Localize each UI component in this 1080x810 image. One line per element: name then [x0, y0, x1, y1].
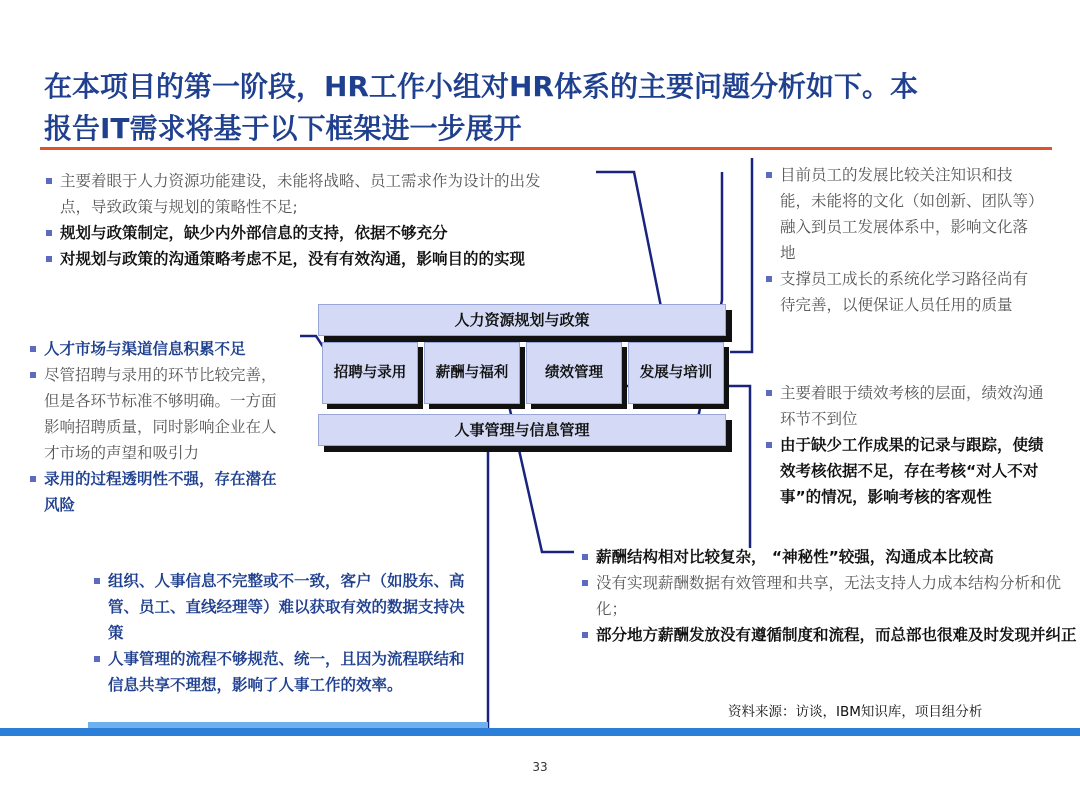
notes-performance: [764, 380, 1050, 510]
connector-planning: [596, 172, 662, 312]
note-recruitment-3: 录用的过程透明性不强，存在潜在风险: [28, 466, 290, 518]
connector-development: [730, 158, 752, 352]
note-compensation-3: 部分地方薪酬发放没有遵循制度和流程，而总部也很难及时发现并纠正: [580, 622, 1078, 648]
note-personnel-1: 组织、人事信息不完整或不一致，客户（如股东、高管、员工、直线经理等）难以获取有效的数据支持决策: [92, 568, 478, 646]
note-compensation-1: 薪酬结构相对比较复杂， “神秘性”较强，沟通成本比较高: [580, 544, 1078, 570]
source-note: 资料来源：访谈，IBM知识库，项目组分析: [728, 704, 983, 720]
note-recruitment-2: 尽管招聘与录用的环节比较完善，但是各环节标准不够明确。一方面影响招聘质量，同时影响企业在人才市场的声望和吸引力: [28, 362, 290, 466]
note-development-2: 支撑员工成长的系统化学习路径尚有待完善，以便保证人员任用的质量: [764, 266, 1040, 318]
note-planning-2: 规划与政策制定，缺少内外部信息的支持，依据不够充分: [44, 220, 570, 246]
notes-recruitment: [28, 336, 290, 518]
note-planning-3: 对规划与政策的沟通策略考虑不足，没有有效沟通，影响目的的实现: [44, 246, 570, 272]
note-performance-2: 由于缺少工作成果的记录与跟踪，使绩效考核依据不足，存在考核“对人不对事”的情况，影响考核的客观性: [764, 432, 1050, 510]
note-personnel-2: 人事管理的流程不够规范、统一，且因为流程联结和信息共享不理想，影响了人事工作的效率。: [92, 646, 478, 698]
page-title: 在本项目的第一阶段，HR工作小组对HR体系的主要问题分析如下。本报告IT需求将基于以下框架进一步展开: [44, 70, 918, 145]
note-performance-1: 主要着眼于绩效考核的层面，绩效沟通环节不到位: [764, 380, 1050, 432]
notes-development: [764, 162, 1040, 318]
framework-box-development: 发展与培训: [628, 342, 724, 404]
notes-compensation: [580, 544, 1078, 648]
note-recruitment-1: 人才市场与渠道信息积累不足: [28, 336, 290, 362]
page-number: 33: [532, 760, 548, 774]
framework-box-performance: 绩效管理: [526, 342, 622, 404]
note-planning-1: 主要着眼于人力资源功能建设，未能将战略、员工需求作为设计的出发点，导致政策与规划的策略性不足;: [44, 168, 570, 220]
notes-planning: [44, 168, 570, 272]
note-development-1: 目前员工的发展比较关注知识和技能，未能将的文化（如创新、团队等）融入到员工发展体系中，影响文化落地: [764, 162, 1040, 266]
footer-bar: [0, 728, 1080, 736]
notes-personnel: [92, 568, 478, 698]
framework-box-recruitment: 招聘与录用: [322, 342, 418, 404]
framework-top-bar: 人力资源规划与政策: [318, 304, 726, 336]
note-compensation-2: 没有实现薪酬数据有效管理和共享，无法支持人力成本结构分析和优化；: [580, 570, 1078, 622]
framework-box-compensation: 薪酬与福利: [424, 342, 520, 404]
framework-bottom-bar: 人事管理与信息管理: [318, 414, 726, 446]
